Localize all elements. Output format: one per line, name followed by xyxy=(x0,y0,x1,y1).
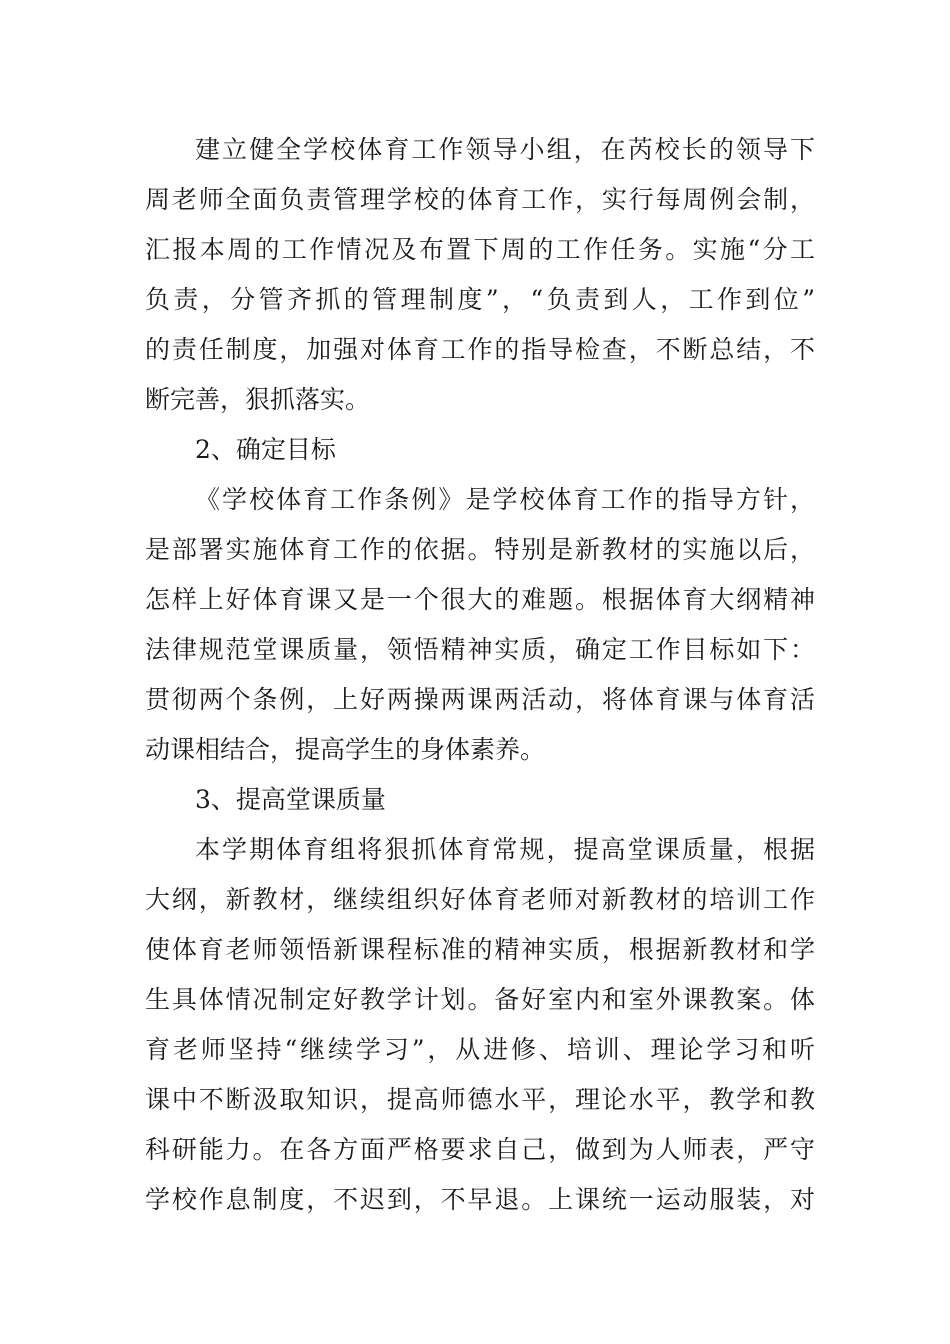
paragraph-line: 贯彻两个条例，上好两操两课两活动，将体育课与体育活 xyxy=(145,685,815,714)
paragraph-line: 周老师全面负责管理学校的体育工作，实行每周例会制， xyxy=(145,185,815,214)
paragraph-line: 的责任制度，加强对体育工作的指导检查，不断总结，不 xyxy=(145,335,815,364)
paragraph-line: 断完善，狠抓落实。 xyxy=(145,385,371,414)
paragraph-line: 动课相结合，提高学生的身体素养。 xyxy=(145,735,546,764)
paragraph-line: 使体育老师领悟新课程标准的精神实质，根据新教材和学 xyxy=(145,935,815,964)
paragraph-line: 汇报本周的工作情况及布置下周的工作任务。实施“分工 xyxy=(145,235,815,264)
paragraph-line: 本学期体育组将狠抓体育常规，提高堂课质量，根据 xyxy=(195,835,815,864)
section-heading: 3、提高堂课质量 xyxy=(195,785,386,814)
paragraph-line: 大纲，新教材，继续组织好体育老师对新教材的培训工作 xyxy=(145,885,815,914)
paragraph-line: 科研能力。在各方面严格要求自己，做到为人师表，严守 xyxy=(145,1135,815,1164)
paragraph-line: 课中不断汲取知识，提高师德水平，理论水平，教学和教 xyxy=(145,1085,815,1114)
paragraph-line: 法律规范堂课质量，领悟精神实质，确定工作目标如下： xyxy=(145,635,815,664)
section-heading: 2、确定目标 xyxy=(195,435,336,464)
paragraph-line: 建立健全学校体育工作领导小组，在芮校长的领导下 xyxy=(195,135,815,164)
paragraph-line: 育老师坚持“继续学习”，从进修、培训、理论学习和听 xyxy=(145,1035,815,1064)
paragraph-line: 负责，分管齐抓的管理制度”，“负责到人，工作到位” xyxy=(145,285,815,314)
paragraph-line: 生具体情况制定好教学计划。备好室内和室外课教案。体 xyxy=(145,985,815,1014)
paragraph-line: 学校作息制度，不迟到，不早退。上课统一运动服装，对 xyxy=(145,1185,815,1214)
paragraph-line: 《学校体育工作条例》是学校体育工作的指导方针， xyxy=(195,485,815,514)
paragraph-line: 怎样上好体育课又是一个很大的难题。根据体育大纲精神 xyxy=(145,585,815,614)
paragraph-line: 是部署实施体育工作的依据。特别是新教材的实施以后， xyxy=(145,535,815,564)
